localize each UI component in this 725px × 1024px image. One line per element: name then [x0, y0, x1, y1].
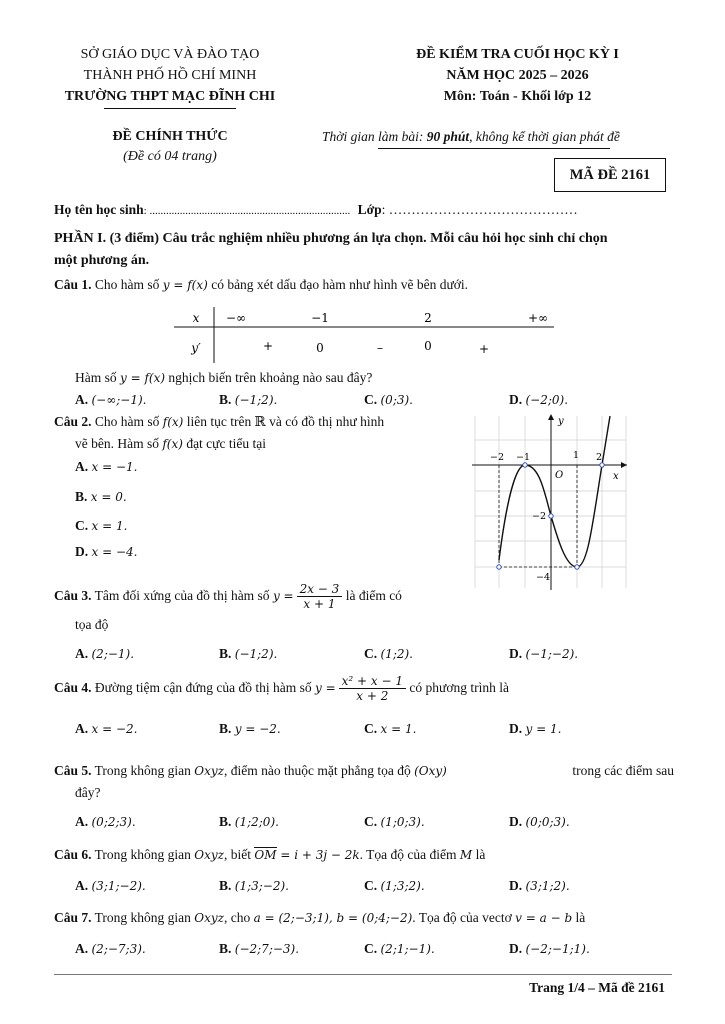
q2-expr: f(x): [162, 415, 184, 429]
option-label: C.: [75, 518, 89, 533]
option-label: D.: [509, 392, 523, 407]
tick-label-x-1: 1: [573, 450, 580, 461]
q1-option-b[interactable]: [219, 392, 277, 408]
origin-label: O: [555, 470, 564, 481]
q2-option-b[interactable]: [75, 489, 127, 505]
q4-option-a[interactable]: [75, 721, 137, 737]
q2-text-b: liên tục trên ℝ và có đồ thị như hình: [183, 414, 385, 429]
name-dots: : .........................................................................: [143, 205, 351, 217]
q5-option-a[interactable]: [75, 814, 136, 830]
q1-question-text-b: nghịch biến trên khoảng nào sau đây?: [165, 370, 373, 385]
q1-question-text: Hàm số: [75, 370, 120, 385]
q2-label: Câu 2.: [54, 414, 92, 429]
q6-text-c: . Tọa độ của điểm: [359, 847, 460, 862]
option-value: (−2;−1;1).: [525, 942, 590, 956]
option-label: C.: [364, 878, 378, 893]
q1-option-d[interactable]: [509, 392, 568, 408]
option-label: C.: [364, 814, 378, 829]
option-value: (−∞;−1).: [91, 393, 147, 407]
option-value: x = 0.: [90, 490, 127, 504]
option-label: D.: [509, 878, 523, 893]
option-value: (1;2).: [380, 647, 413, 661]
class-dots: : ……………………………………: [381, 202, 578, 217]
q7-text: Trong không gian: [91, 910, 195, 925]
q2-option-c[interactable]: [75, 518, 127, 534]
q3-numerator: 2x − 3: [297, 582, 343, 597]
option-label: D.: [509, 941, 523, 956]
sign-table-zero2: 0: [424, 339, 432, 353]
sign-table-plus2: +: [478, 342, 490, 356]
q4-label: Câu 4.: [54, 680, 92, 695]
exam-header: [330, 44, 705, 107]
q6-option-b[interactable]: [219, 878, 289, 894]
option-label: B.: [219, 646, 232, 661]
school-underline: [104, 108, 236, 109]
q7-text-d: là: [572, 910, 586, 925]
part1-title: PHẦN I. (3 điểm) Câu trắc nghiệm nhiều phương án lựa chọn. Mỗi câu hỏi học sinh chỉ chọn: [54, 231, 608, 246]
option-value: (−2;7;−3).: [234, 942, 300, 956]
q2-text-c: vẽ bên. Hàm số: [75, 436, 163, 451]
q7-text-c: . Tọa độ của vectơ: [412, 910, 516, 925]
option-value: y = −2.: [234, 722, 281, 736]
q6-option-a[interactable]: [75, 878, 146, 894]
class-label: Lớp: [357, 202, 382, 217]
footer-rule: [54, 974, 672, 975]
q4-text: Đường tiệm cận đứng của đồ thị hàm số: [91, 680, 315, 695]
function-graph: [470, 410, 630, 592]
q2-option-a[interactable]: [75, 459, 137, 475]
exam-code: MÃ ĐỀ 2161: [569, 167, 651, 183]
q3-stem-cont: tọa độ: [75, 617, 109, 632]
q6-option-c[interactable]: [364, 878, 425, 894]
sign-table-yprime: y′: [191, 341, 201, 355]
option-label: B.: [219, 941, 232, 956]
q5-text-b: , điểm nào thuộc mặt phẳng tọa độ: [224, 763, 415, 778]
sign-table: [170, 305, 560, 367]
name-label: Họ tên học sinh: [54, 202, 144, 217]
option-label: A.: [75, 941, 89, 956]
q2-text-d: đạt cực tiểu tại: [182, 436, 266, 451]
q5-option-b[interactable]: [219, 814, 279, 830]
q2-text: Cho hàm số: [91, 414, 163, 429]
part1-title-cont: một phương án.: [54, 253, 150, 268]
q1-expr: y = f(x): [162, 278, 208, 292]
option-value: (1;3;−2).: [234, 879, 289, 893]
q2-expr-2: f(x): [162, 437, 183, 451]
tick-label-y-minus4: −4: [536, 572, 551, 583]
q3-stem: [54, 574, 402, 618]
q6-label: Câu 6.: [54, 847, 92, 862]
sign-table-plus1: +: [262, 339, 274, 353]
option-value: (3;1;2).: [525, 879, 570, 893]
q4-option-b[interactable]: [219, 721, 281, 737]
q1-stem: [54, 277, 468, 293]
option-label: C.: [364, 392, 378, 407]
q5-plane: (Oxy): [414, 764, 447, 778]
option-value: (0;2;3).: [91, 815, 136, 829]
city-name: THÀNH PHỐ HỒ CHÍ MINH: [83, 68, 257, 83]
q7-stem: [54, 910, 585, 926]
option-value: (3;1;−2).: [91, 879, 146, 893]
q5-stem: [54, 763, 674, 779]
option-value: x = 1.: [91, 519, 128, 533]
q7-expr: a = (2;−3;1), b = (0;4;−2): [253, 911, 413, 925]
q3-option-a[interactable]: [75, 646, 134, 662]
option-value: (2;−1).: [91, 647, 135, 661]
sign-table-zero1: 0: [316, 341, 324, 355]
option-label: C.: [364, 941, 378, 956]
option-value: (1;2;0).: [234, 815, 279, 829]
option-label: D.: [509, 646, 523, 661]
q6-text-d: là: [472, 847, 486, 862]
q5-stem-cont: đây?: [75, 785, 101, 800]
q1-text-b: có bảng xét dấu đạo hàm như hình vẽ bên dưới.: [207, 277, 469, 292]
q6-point: M: [459, 848, 473, 862]
x-axis-label: x: [613, 471, 619, 482]
option-label: B.: [219, 721, 232, 736]
option-label: C.: [364, 721, 378, 736]
school-header: [40, 44, 300, 107]
q3-fn: y =: [272, 589, 294, 603]
q6-option-d[interactable]: [509, 878, 570, 894]
option-value: (1;0;3).: [380, 815, 425, 829]
q5-label: Câu 5.: [54, 763, 92, 778]
q1-question: [75, 370, 372, 386]
q5-sys: Oxyz: [194, 764, 225, 778]
school-name: TRƯỜNG THPT MẠC ĐĨNH CHI: [64, 89, 276, 104]
q2-stem-line2: [75, 436, 266, 452]
option-label: D.: [509, 721, 523, 736]
q6-expr: = i + 3j − 2k: [276, 848, 360, 862]
option-label: B.: [75, 489, 88, 504]
time-underline: [378, 148, 610, 149]
q4-option-c[interactable]: [364, 721, 416, 737]
q7-option-c[interactable]: [364, 941, 435, 957]
option-value: (2;1;−1).: [380, 942, 435, 956]
tick-label-x-minus2: −2: [490, 452, 505, 463]
q4-option-d[interactable]: [509, 721, 561, 737]
q7-label: Câu 7.: [54, 910, 92, 925]
q5-option-d[interactable]: [509, 814, 570, 830]
q7-option-a[interactable]: [75, 941, 146, 957]
q1-question-expr: y = f(x): [120, 371, 166, 385]
option-value: x = −4.: [91, 545, 138, 559]
sign-table-minus1: −1: [311, 311, 329, 325]
q7-option-d[interactable]: [509, 941, 590, 957]
student-info: [54, 202, 578, 218]
q7-option-b[interactable]: [219, 941, 299, 957]
option-value: (−1;2).: [234, 393, 278, 407]
q5-option-c[interactable]: [364, 814, 425, 830]
q7-expr-2: v = a − b: [515, 911, 573, 925]
q4-denominator: x + 2: [356, 688, 389, 703]
time-info: [322, 126, 620, 147]
option-label: D.: [509, 814, 523, 829]
sign-table-2: 2: [424, 311, 432, 325]
department-name: SỞ GIÁO DỤC VÀ ĐÀO TẠO: [80, 47, 260, 62]
tick-label-x-2: 2: [596, 452, 603, 463]
option-label: A.: [75, 814, 89, 829]
option-value: x = −2.: [91, 722, 138, 736]
option-value: x = −1.: [91, 460, 138, 474]
q2-option-d[interactable]: [75, 544, 137, 560]
time-prefix: Thời gian làm bài:: [322, 129, 427, 144]
sign-table-neg-inf: −∞: [225, 311, 247, 325]
option-label: C.: [364, 646, 378, 661]
q4-fraction: [339, 674, 406, 703]
option-value: x = 1.: [380, 722, 417, 736]
q3-fraction: [297, 582, 343, 611]
time-value: 90 phút: [426, 129, 470, 144]
sign-table-x: x: [192, 311, 200, 325]
q1-label: Câu 1.: [54, 277, 92, 292]
option-label: A.: [75, 878, 89, 893]
q7-sys: Oxyz: [194, 911, 225, 925]
option-value: (0;3).: [380, 393, 413, 407]
option-value: (1;3;2).: [380, 879, 425, 893]
q3-text-b: là điểm có: [342, 588, 402, 603]
option-label: A.: [75, 392, 89, 407]
q4-fn: y =: [315, 681, 336, 695]
option-value: (−1;−2).: [525, 647, 579, 661]
q5-text: Trong không gian: [91, 763, 195, 778]
option-value: (0;0;3).: [525, 815, 570, 829]
q1-text: Cho hàm số: [91, 277, 163, 292]
option-value: (−1;2).: [234, 647, 278, 661]
option-label: A.: [75, 459, 89, 474]
official-label: ĐỀ CHÍNH THỨC: [112, 129, 228, 144]
q4-numerator: x² + x − 1: [339, 674, 406, 689]
y-axis-arrow: [548, 414, 554, 420]
q4-text-b: có phương trình là: [406, 680, 509, 695]
q7-text-b: , cho: [224, 910, 254, 925]
function-curve: [499, 416, 610, 567]
q6-text: Trong không gian: [91, 847, 195, 862]
option-label: D.: [75, 544, 89, 559]
q3-denominator: x + 1: [303, 596, 336, 611]
q1-option-c[interactable]: [364, 392, 413, 408]
subject: Môn: Toán - Khối lớp 12: [443, 89, 592, 104]
y-axis-label: y: [558, 416, 564, 427]
q5-stem-left: [54, 763, 447, 779]
school-year: NĂM HỌC 2025 – 2026: [446, 68, 589, 83]
q3-text: Tâm đối xứng của đồ thị hàm số: [91, 588, 273, 603]
q2-stem-line1: [54, 414, 384, 430]
q3-option-c[interactable]: [364, 646, 413, 662]
option-value: (2;−7;3).: [91, 942, 146, 956]
q4-stem: [54, 666, 509, 710]
sign-table-minus: –: [377, 341, 383, 355]
option-label: A.: [75, 646, 89, 661]
option-label: B.: [219, 392, 232, 407]
option-label: B.: [219, 878, 232, 893]
exam-title: ĐỀ KIỂM TRA CUỐI HỌC KỲ I: [416, 47, 619, 62]
option-label: B.: [219, 814, 232, 829]
q3-label: Câu 3.: [54, 588, 92, 603]
time-suffix: , không kể thời gian phát đề: [469, 129, 620, 144]
option-value: (−2;0).: [525, 393, 569, 407]
q6-sys: Oxyz: [194, 848, 225, 862]
q3-option-b[interactable]: [219, 646, 277, 662]
q5-text-c: trong các điểm sau: [569, 763, 674, 778]
sign-table-pos-inf: +∞: [527, 311, 549, 325]
q3-option-d[interactable]: [509, 646, 578, 662]
q6-text-b: , biết: [224, 847, 255, 862]
footer-page-info: Trang 1/4 – Mã đề 2161: [529, 980, 665, 995]
option-label: A.: [75, 721, 89, 736]
tick-label-y-minus2: −2: [532, 511, 547, 522]
q6-stem: [54, 847, 485, 863]
pages-note: (Đề có 04 trang): [123, 149, 217, 164]
exam-code-box: [554, 158, 666, 192]
option-value: y = 1.: [525, 722, 562, 736]
q6-vector: OM: [254, 848, 277, 862]
q1-option-a[interactable]: [75, 392, 146, 408]
tick-label-x-minus1: −1: [516, 452, 531, 463]
